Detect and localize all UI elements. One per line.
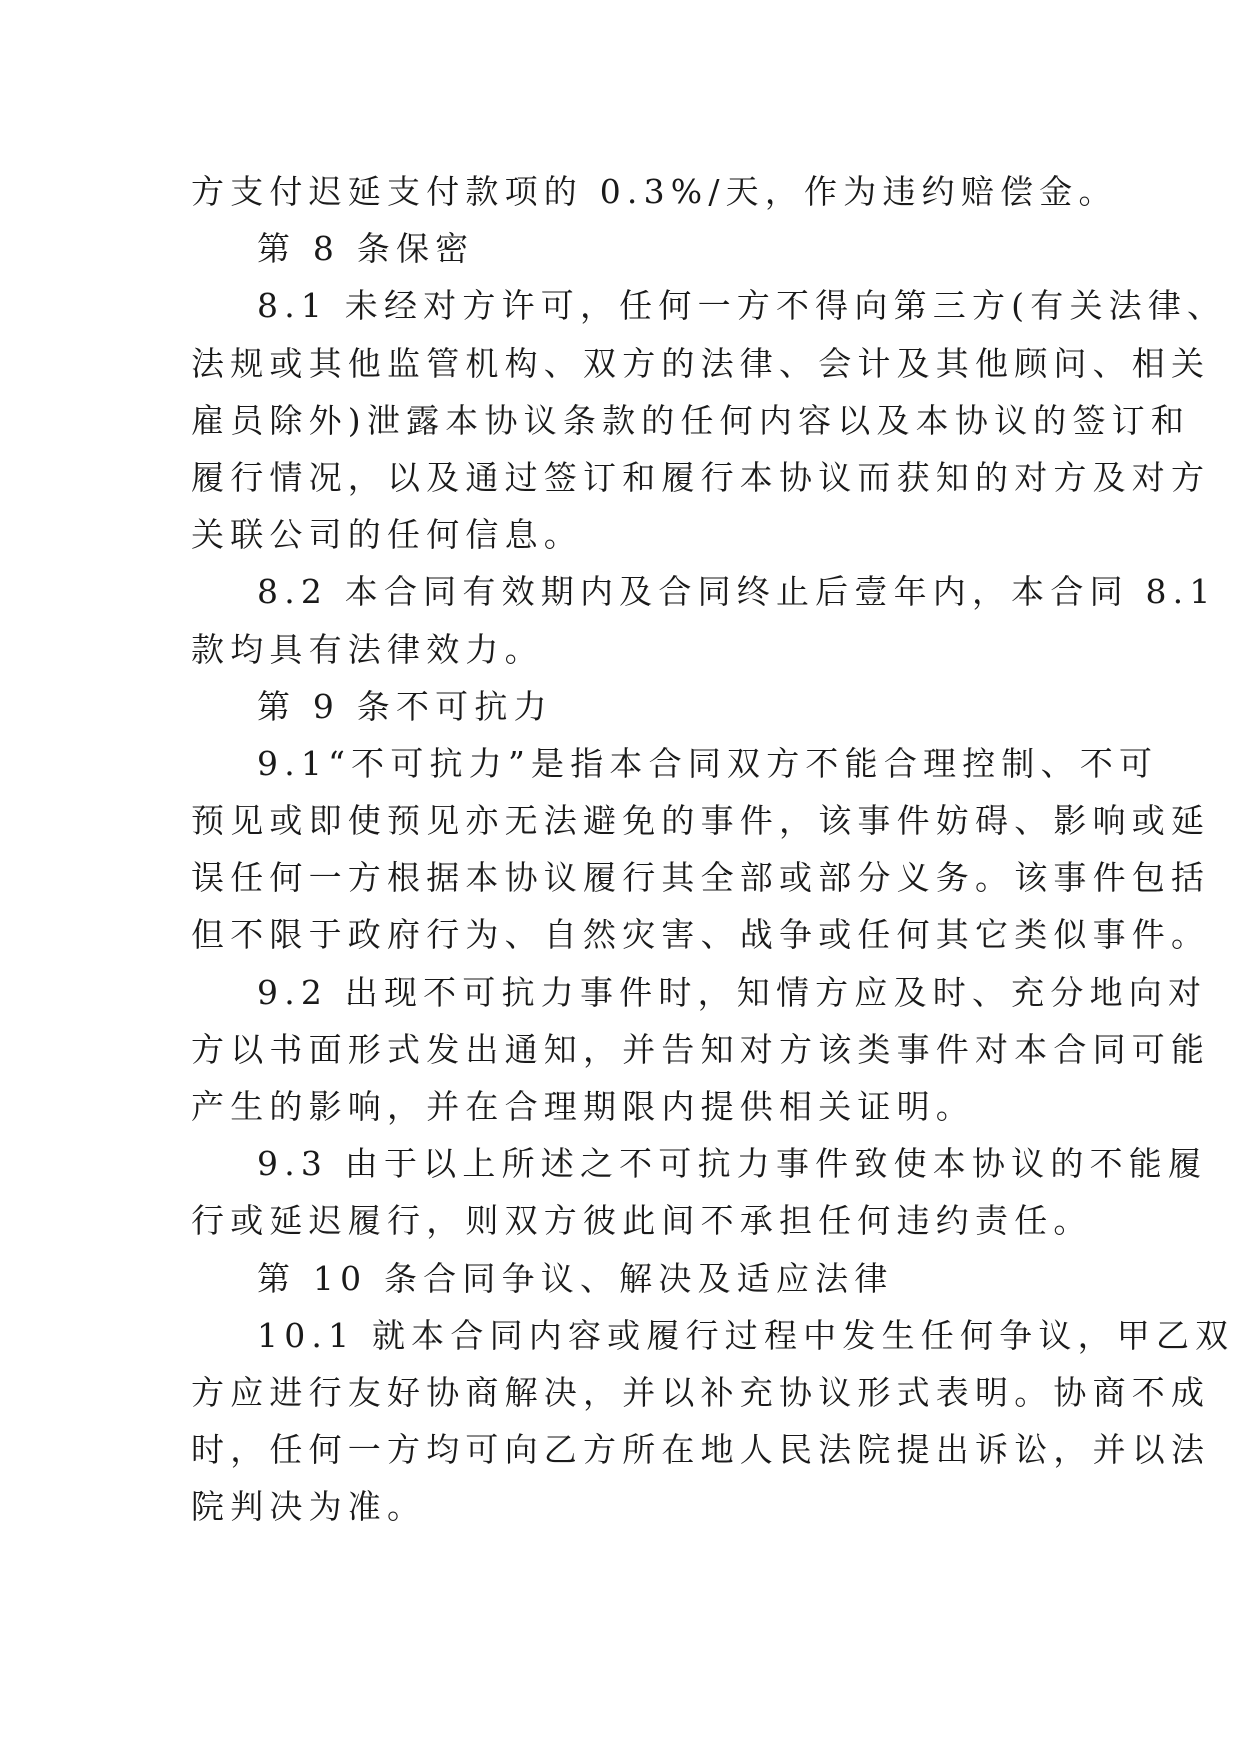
text-line: 产生的影响，并在合理期限内提供相关证明。 (191, 1087, 975, 1126)
text-line: 关联公司的任何信息。 (191, 515, 583, 555)
text-line: 雇员除外)泄露本协议条款的任何内容以及本协议的签订和 (191, 400, 1191, 440)
section-heading: 第 8 条保密 (257, 229, 475, 269)
text-line: 8.2 本合同有效期内及合同终止后壹年内，本合同 8.1 (257, 572, 1217, 612)
text-line: 款均具有法律效力。 (191, 629, 544, 669)
text-line: 行或延迟履行，则双方彼此间不承担任何违约责任。 (191, 1201, 1093, 1241)
section-heading: 第 9 条不可抗力 (257, 686, 553, 726)
text-line: 9.3 由于以上所述之不可抗力事件致使本协议的不能履 (257, 1144, 1208, 1184)
text-line: 方支付迟延支付款项的 0.3%/天，作为违约赔偿金。 (191, 172, 1118, 211)
text-line: 10.1 就本合同内容或履行过程中发生任何争议，甲乙双 (257, 1315, 1235, 1355)
text-line: 履行情况，以及通过签订和履行本协议而获知的对方及对方 (191, 457, 1211, 497)
text-line: 法规或其他监管机构、双方的法律、会计及其他顾问、相关 (191, 343, 1211, 383)
text-line: 误任何一方根据本协议履行其全部或部分义务。该事件包括 (191, 858, 1211, 898)
text-line: 9.2 出现不可抗力事件时，知情方应及时、充分地向对 (257, 972, 1208, 1012)
text-line: 但不限于政府行为、自然灾害、战争或任何其它类似事件。 (191, 915, 1211, 955)
section-heading: 第 10 条合同争议、解决及适应法律 (257, 1258, 894, 1298)
text-line: 9.1“不可抗力”是指本合同双方不能合理控制、不可 (257, 743, 1159, 783)
text-line: 方以书面形式发出通知，并告知对方该类事件对本合同可能 (191, 1029, 1211, 1069)
text-line: 方应进行友好协商解决，并以补充协议形式表明。协商不成 (191, 1372, 1211, 1412)
document-body (191, 163, 1235, 1536)
text-line: 8.1 未经对方许可，任何一方不得向第三方(有关法律、 (257, 286, 1227, 326)
text-line: 时，任何一方均可向乙方所在地人民法院提出诉讼，并以法 (191, 1430, 1211, 1470)
text-line: 预见或即使预见亦无法避免的事件，该事件妨碍、影响或延 (191, 801, 1211, 841)
text-line: 院判决为准。 (191, 1487, 427, 1527)
